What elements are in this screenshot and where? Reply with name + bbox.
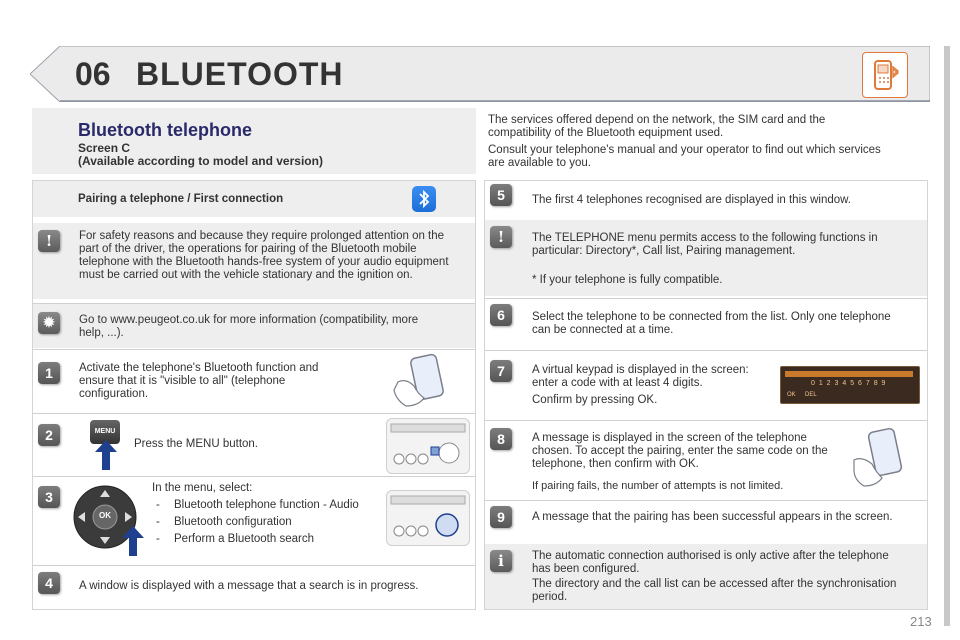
website-text: Go to www.peugeot.co.uk for more information (compatibility, more help, ...). [79,314,419,339]
phone-bluetooth-icon [862,52,908,98]
availability-label: (Available according to model and version) [78,154,323,168]
step-5-text: The first 4 telephones recognised are displayed in this window. [532,194,851,206]
menu-key[interactable]: MENU [90,420,120,444]
page-number: 213 [910,614,932,629]
step-7-confirm: Confirm by pressing OK. [532,394,658,406]
list-item: - Bluetooth configuration [152,516,360,529]
keypad-digits[interactable]: 0 1 2 3 4 5 6 7 8 9 [811,380,887,387]
virtual-keypad [780,366,920,404]
step-4-badge: 4 [38,572,60,594]
section-title: Bluetooth telephone [78,120,252,140]
step-9-badge: 9 [490,506,512,528]
step-8-fail-text: If pairing fails, the number of attempts is not limited. [532,480,784,492]
pairing-heading-box [33,181,475,217]
step-3-list [152,499,360,550]
intro-p1: The services offered depend on the network, the SIM card and the compatibility of the Bluetooth equipment used. [488,114,826,139]
keypad-ok[interactable]: OK [787,392,796,398]
chapter-title: BLUETOOTH [136,56,344,92]
pairing-heading: Pairing a telephone / First connection [78,193,284,205]
list-item: - Bluetooth telephone function - Audio [152,499,360,512]
sun-icon: ✹ [38,312,60,334]
screen-label: Screen C [78,141,131,155]
step-5-badge: 5 [490,184,512,206]
radio-unit-icon [386,418,470,474]
step-8-text: A message is displayed in the screen of the telephone chosen. To accept the pairing, enter the same code on the telephone, then confirm with OK. [532,432,828,470]
step-1-text: Activate the telephone's Bluetooth function and ensure that it is "visible to all" (telephone configuration. [79,362,319,400]
step-4-text: A window is displayed with a message that a search is in progress. [79,580,419,592]
section-title-box [32,108,476,174]
radio-unit-icon [386,490,470,546]
step-3-badge: 3 [38,486,60,508]
ok-key-label: OK [99,511,111,520]
step-2-text: Press the MENU button. [134,438,258,450]
bluetooth-icon [412,186,436,212]
info-icon: i [490,550,512,572]
telephone-menu-text: The TELEPHONE menu permits access to the following functions in particular: Directory*, Call list, Pairing management. [532,232,878,257]
hand-phone-icon [846,424,922,494]
chapter-number: 06 [75,56,111,92]
step-6-badge: 6 [490,304,512,326]
step-6-text: Select the telephone to be connected from the list. Only one telephone can be connected at a time. [532,311,891,336]
step-1-badge: 1 [38,362,60,384]
keypad-del[interactable]: DEL [805,392,817,398]
step-7-text: A virtual keypad is displayed in the screen: enter a code with at least 4 digits. [532,364,749,389]
arrow-up-icon [95,440,117,470]
right-edge-bar [944,46,950,626]
hand-phone-icon [384,352,464,410]
list-item: - Perform a Bluetooth search [152,533,360,546]
safety-text: For safety reasons and because they require prolonged attention on the part of the driver, the operations for pairing of the Bluetooth mobile telephone with the Bluetooth hands-free system of your audio equipment must be carried out with the vehicle stationary and the ignition on. [79,230,449,281]
info-text-b: The directory and the call list can be accessed after the synchronisation period. [532,578,897,603]
step-7-badge: 7 [490,360,512,382]
step-3-intro: In the menu, select: [152,482,253,494]
step-9-text: A message that the pairing has been successful appears in the screen. [532,511,893,523]
arrow-up-icon [122,526,144,556]
warning-icon: ! [490,226,512,248]
intro-p2: Consult your telephone's manual and your operator to find out which services are available to you. [488,144,881,169]
step-8-badge: 8 [490,428,512,450]
warning-icon: ! [38,230,60,252]
info-text-a: The automatic connection authorised is only active after the telephone has been configured. [532,550,889,575]
step-2-badge: 2 [38,424,60,446]
page-header [30,46,930,102]
compat-note: * If your telephone is fully compatible. [532,274,723,286]
